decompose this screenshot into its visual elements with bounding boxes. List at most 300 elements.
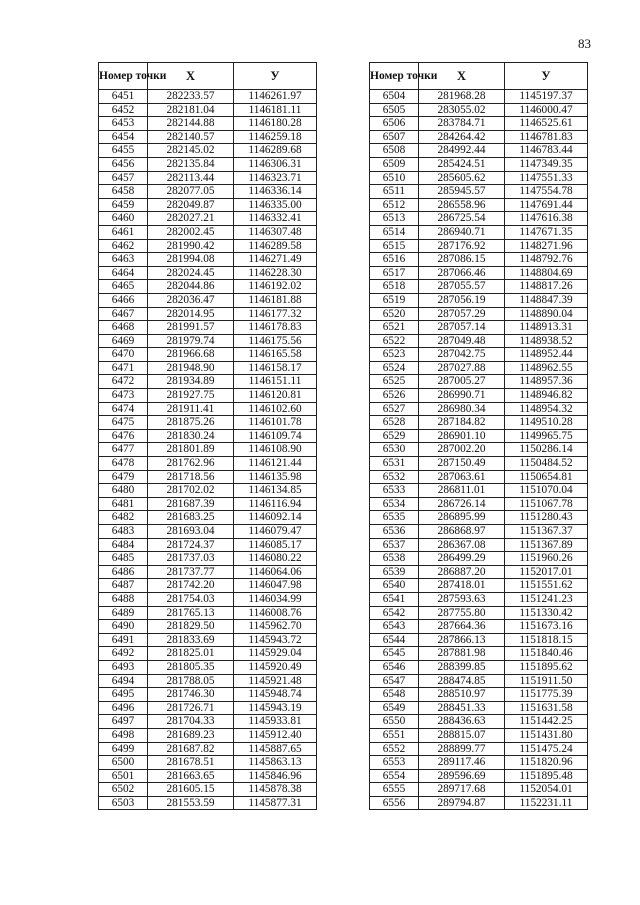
- y-coordinate-cell: 1146261.97: [234, 90, 317, 104]
- x-coordinate-cell: 281833.69: [148, 633, 234, 647]
- point-number-cell: 6463: [99, 253, 148, 267]
- y-coordinate-cell: 1151367.89: [505, 538, 588, 552]
- point-number-cell: 6453: [99, 117, 148, 131]
- y-coordinate-cell: 1148847.39: [505, 293, 588, 307]
- x-coordinate-cell: 287184.82: [419, 416, 505, 430]
- table-row: [370, 225, 588, 239]
- y-coordinate-cell: 1148946.82: [505, 389, 588, 403]
- point-number-cell: 6468: [99, 321, 148, 335]
- table-row: [99, 307, 317, 321]
- y-coordinate-cell: 1146080.22: [234, 552, 317, 566]
- y-coordinate-cell: 1146289.58: [234, 239, 317, 253]
- table-row: [370, 144, 588, 158]
- table-row: [370, 552, 588, 566]
- y-coordinate-cell: 1147671.35: [505, 225, 588, 239]
- x-coordinate-cell: 287002.20: [419, 443, 505, 457]
- y-coordinate-cell: 1146323.71: [234, 171, 317, 185]
- x-coordinate-cell: 281678.51: [148, 756, 234, 770]
- x-coordinate-cell: 286499.29: [419, 552, 505, 566]
- y-coordinate-cell: 1151330.42: [505, 606, 588, 620]
- y-coordinate-cell: 1146121.44: [234, 457, 317, 471]
- y-coordinate-cell: 1148271.96: [505, 239, 588, 253]
- y-coordinate-cell: 1146175.56: [234, 334, 317, 348]
- table-row: [370, 416, 588, 430]
- point-number-cell: 6487: [99, 579, 148, 593]
- point-number-cell: 6543: [370, 620, 419, 634]
- y-coordinate-cell: 1151067.78: [505, 497, 588, 511]
- point-number-cell: 6474: [99, 402, 148, 416]
- y-coordinate-cell: 1146177.32: [234, 307, 317, 321]
- table-row: [370, 538, 588, 552]
- y-coordinate-cell: 1151895.62: [505, 660, 588, 674]
- x-coordinate-cell: 281683.25: [148, 511, 234, 525]
- point-number-cell: 6467: [99, 307, 148, 321]
- table-row: [370, 361, 588, 375]
- point-number-cell: 6480: [99, 484, 148, 498]
- x-coordinate-cell: 288436.63: [419, 715, 505, 729]
- y-coordinate-cell: 1146271.49: [234, 253, 317, 267]
- table-row: [99, 783, 317, 797]
- y-coordinate-cell: 1145943.72: [234, 633, 317, 647]
- x-coordinate-cell: 282002.45: [148, 225, 234, 239]
- point-number-header: Номер точки: [99, 63, 148, 90]
- table-row: [370, 457, 588, 471]
- table-row: [370, 198, 588, 212]
- x-coordinate-cell: 288510.97: [419, 688, 505, 702]
- point-number-cell: 6473: [99, 389, 148, 403]
- table-row: [99, 470, 317, 484]
- y-coordinate-cell: 1146158.17: [234, 361, 317, 375]
- table-row: [370, 212, 588, 226]
- table-row: [370, 742, 588, 756]
- y-coordinate-cell: 1147616.38: [505, 212, 588, 226]
- point-number-cell: 6494: [99, 674, 148, 688]
- point-number-cell: 6451: [99, 90, 148, 104]
- table-row: [370, 497, 588, 511]
- y-coordinate-cell: 1146134.85: [234, 484, 317, 498]
- point-number-cell: 6452: [99, 103, 148, 117]
- y-coordinate-cell: 1152231.11: [505, 796, 588, 810]
- point-number-cell: 6551: [370, 728, 419, 742]
- point-number-cell: 6545: [370, 647, 419, 661]
- table-row: [370, 171, 588, 185]
- point-number-cell: 6554: [370, 769, 419, 783]
- table-row: [370, 157, 588, 171]
- x-coordinate-cell: 287042.75: [419, 348, 505, 362]
- x-coordinate-cell: 287086.15: [419, 253, 505, 267]
- point-number-cell: 6536: [370, 525, 419, 539]
- table-row: [99, 660, 317, 674]
- table-row: [99, 239, 317, 253]
- y-coordinate-cell: 1148954.32: [505, 402, 588, 416]
- table-row: [370, 783, 588, 797]
- table-row: [99, 157, 317, 171]
- x-coordinate-cell: 282036.47: [148, 293, 234, 307]
- x-coordinate-cell: 281825.01: [148, 647, 234, 661]
- table-row: [99, 334, 317, 348]
- table-row: [99, 280, 317, 294]
- point-number-cell: 6498: [99, 728, 148, 742]
- table-row: [370, 769, 588, 783]
- point-number-cell: 6489: [99, 606, 148, 620]
- x-coordinate-cell: 289794.87: [419, 796, 505, 810]
- point-number-cell: 6525: [370, 375, 419, 389]
- table-row: [99, 497, 317, 511]
- y-coordinate-cell: 1146116.94: [234, 497, 317, 511]
- y-coordinate-cell: 1146047.98: [234, 579, 317, 593]
- y-coordinate-cell: 1149510.28: [505, 416, 588, 430]
- y-coordinate-cell: 1151631.58: [505, 701, 588, 715]
- table-row: [370, 620, 588, 634]
- table-row: [370, 674, 588, 688]
- table-row: [370, 429, 588, 443]
- x-coordinate-cell: 281934.89: [148, 375, 234, 389]
- x-coordinate-cell: 286725.54: [419, 212, 505, 226]
- point-number-cell: 6553: [370, 756, 419, 770]
- x-coordinate-cell: 287056.19: [419, 293, 505, 307]
- x-coordinate-cell: 287150.49: [419, 457, 505, 471]
- table-row: [99, 538, 317, 552]
- point-number-cell: 6513: [370, 212, 419, 226]
- y-coordinate-cell: 1147349.35: [505, 157, 588, 171]
- x-coordinate-cell: 282049.87: [148, 198, 234, 212]
- point-number-cell: 6454: [99, 130, 148, 144]
- point-number-cell: 6523: [370, 348, 419, 362]
- point-number-cell: 6534: [370, 497, 419, 511]
- y-coordinate-cell: 1145920.49: [234, 660, 317, 674]
- y-coordinate-cell: 1151280.43: [505, 511, 588, 525]
- x-coordinate-cell: 283784.71: [419, 117, 505, 131]
- table-row: [370, 728, 588, 742]
- y-coordinate-cell: 1148938.52: [505, 334, 588, 348]
- x-coordinate-cell: 286895.99: [419, 511, 505, 525]
- table-row: [99, 525, 317, 539]
- x-coordinate-cell: 286980.34: [419, 402, 505, 416]
- y-coordinate-cell: 1145912.40: [234, 728, 317, 742]
- y-coordinate-cell: 1151241.23: [505, 592, 588, 606]
- y-coordinate-cell: 1151475.24: [505, 742, 588, 756]
- point-number-cell: 6541: [370, 592, 419, 606]
- table-row: [99, 130, 317, 144]
- point-number-cell: 6548: [370, 688, 419, 702]
- table-row: [99, 484, 317, 498]
- table-row: [370, 389, 588, 403]
- table-row: [370, 484, 588, 498]
- point-number-cell: 6472: [99, 375, 148, 389]
- point-number-cell: 6460: [99, 212, 148, 226]
- y-coordinate-cell: 1151840.46: [505, 647, 588, 661]
- table-row: [99, 688, 317, 702]
- y-coordinate-cell: 1146135.98: [234, 470, 317, 484]
- table-row: [99, 90, 317, 104]
- table-header-row: [370, 63, 588, 90]
- x-coordinate-cell: 281830.24: [148, 429, 234, 443]
- table-row: [370, 402, 588, 416]
- point-number-cell: 6503: [99, 796, 148, 810]
- x-coordinate-cell: 287063.61: [419, 470, 505, 484]
- y-coordinate-cell: 1150286.14: [505, 443, 588, 457]
- y-coordinate-cell: 1146228.30: [234, 266, 317, 280]
- x-coordinate-cell: 282027.21: [148, 212, 234, 226]
- table-row: [99, 389, 317, 403]
- table-row: [99, 253, 317, 267]
- x-coordinate-cell: 281927.75: [148, 389, 234, 403]
- table-row: [370, 90, 588, 104]
- point-number-cell: 6486: [99, 565, 148, 579]
- x-coordinate-cell: 281979.74: [148, 334, 234, 348]
- x-coordinate-cell: 282140.57: [148, 130, 234, 144]
- y-coordinate-cell: 1146332.41: [234, 212, 317, 226]
- table-row: [99, 402, 317, 416]
- table-row: [370, 375, 588, 389]
- table-row: [370, 715, 588, 729]
- x-coordinate-cell: 286558.96: [419, 198, 505, 212]
- point-number-cell: 6496: [99, 701, 148, 715]
- x-coordinate-header: X: [419, 63, 505, 90]
- table-row: [370, 565, 588, 579]
- point-number-cell: 6528: [370, 416, 419, 430]
- table-row: [370, 307, 588, 321]
- table-row: [99, 592, 317, 606]
- y-coordinate-cell: 1152017.01: [505, 565, 588, 579]
- x-coordinate-cell: 287866.13: [419, 633, 505, 647]
- x-coordinate-cell: 282044.86: [148, 280, 234, 294]
- y-coordinate-cell: 1151818.15: [505, 633, 588, 647]
- point-number-cell: 6459: [99, 198, 148, 212]
- y-coordinate-cell: 1151070.04: [505, 484, 588, 498]
- x-coordinate-cell: 281762.96: [148, 457, 234, 471]
- y-coordinate-cell: 1146085.17: [234, 538, 317, 552]
- y-coordinate-cell: 1146781.83: [505, 130, 588, 144]
- point-number-cell: 6455: [99, 144, 148, 158]
- point-number-cell: 6515: [370, 239, 419, 253]
- point-number-cell: 6546: [370, 660, 419, 674]
- y-coordinate-cell: 1151442.25: [505, 715, 588, 729]
- y-coordinate-cell: 1145943.19: [234, 701, 317, 715]
- y-coordinate-cell: 1147551.33: [505, 171, 588, 185]
- y-coordinate-cell: 1151911.50: [505, 674, 588, 688]
- y-coordinate-cell: 1148804.69: [505, 266, 588, 280]
- x-coordinate-cell: 282145.02: [148, 144, 234, 158]
- x-coordinate-cell: 287005.27: [419, 375, 505, 389]
- y-coordinate-header: У: [234, 63, 317, 90]
- x-coordinate-cell: 289717.68: [419, 783, 505, 797]
- x-coordinate-cell: 282135.84: [148, 157, 234, 171]
- x-coordinate-cell: 288399.85: [419, 660, 505, 674]
- point-number-cell: 6481: [99, 497, 148, 511]
- point-number-cell: 6479: [99, 470, 148, 484]
- y-coordinate-cell: 1146151.11: [234, 375, 317, 389]
- x-coordinate-cell: 286887.20: [419, 565, 505, 579]
- table-row: [99, 647, 317, 661]
- table-row: [99, 198, 317, 212]
- point-number-cell: 6555: [370, 783, 419, 797]
- table-row: [99, 103, 317, 117]
- point-number-cell: 6544: [370, 633, 419, 647]
- x-coordinate-cell: 281737.77: [148, 565, 234, 579]
- point-number-cell: 6462: [99, 239, 148, 253]
- point-number-cell: 6537: [370, 538, 419, 552]
- table-row: [99, 552, 317, 566]
- y-coordinate-cell: 1145929.04: [234, 647, 317, 661]
- point-number-cell: 6458: [99, 185, 148, 199]
- table-row: [370, 796, 588, 810]
- x-coordinate-header: X: [148, 63, 234, 90]
- y-coordinate-cell: 1146307.48: [234, 225, 317, 239]
- y-coordinate-cell: 1146306.31: [234, 157, 317, 171]
- y-coordinate-cell: 1146064.06: [234, 565, 317, 579]
- table-row: [370, 348, 588, 362]
- x-coordinate-cell: 287055.57: [419, 280, 505, 294]
- table-row: [370, 470, 588, 484]
- point-number-cell: 6465: [99, 280, 148, 294]
- x-coordinate-cell: 281605.15: [148, 783, 234, 797]
- x-coordinate-cell: 281704.33: [148, 715, 234, 729]
- x-coordinate-cell: 288474.85: [419, 674, 505, 688]
- table-row: [99, 674, 317, 688]
- x-coordinate-cell: 287418.01: [419, 579, 505, 593]
- y-coordinate-cell: 1146335.00: [234, 198, 317, 212]
- point-number-cell: 6488: [99, 592, 148, 606]
- x-coordinate-cell: 287881.98: [419, 647, 505, 661]
- y-coordinate-cell: 1146289.68: [234, 144, 317, 158]
- table-row: [99, 321, 317, 335]
- table-row: [370, 103, 588, 117]
- table-row: [370, 266, 588, 280]
- table-row: [99, 796, 317, 810]
- x-coordinate-cell: 281829.50: [148, 620, 234, 634]
- x-coordinate-cell: 287664.36: [419, 620, 505, 634]
- x-coordinate-cell: 287027.88: [419, 361, 505, 375]
- y-coordinate-cell: 1146181.88: [234, 293, 317, 307]
- x-coordinate-cell: 287057.14: [419, 321, 505, 335]
- x-coordinate-cell: 282233.57: [148, 90, 234, 104]
- x-coordinate-cell: 281968.28: [419, 90, 505, 104]
- table-row: [370, 701, 588, 715]
- point-number-cell: 6547: [370, 674, 419, 688]
- y-coordinate-cell: 1151551.62: [505, 579, 588, 593]
- x-coordinate-cell: 281702.02: [148, 484, 234, 498]
- table-row: [99, 756, 317, 770]
- point-number-cell: 6470: [99, 348, 148, 362]
- point-number-cell: 6524: [370, 361, 419, 375]
- table-row: [99, 348, 317, 362]
- table-row: [370, 525, 588, 539]
- x-coordinate-cell: 281911.41: [148, 402, 234, 416]
- table-row: [370, 606, 588, 620]
- x-coordinate-cell: 286990.71: [419, 389, 505, 403]
- y-coordinate-cell: 1148952.44: [505, 348, 588, 362]
- x-coordinate-cell: 287593.63: [419, 592, 505, 606]
- point-number-cell: 6485: [99, 552, 148, 566]
- y-coordinate-cell: 1146092.14: [234, 511, 317, 525]
- table-row: [370, 756, 588, 770]
- table-row: [370, 293, 588, 307]
- point-number-cell: 6521: [370, 321, 419, 335]
- y-coordinate-cell: 1146165.58: [234, 348, 317, 362]
- table-row: [99, 579, 317, 593]
- x-coordinate-cell: 281553.59: [148, 796, 234, 810]
- x-coordinate-cell: 287057.29: [419, 307, 505, 321]
- table-row: [370, 321, 588, 335]
- x-coordinate-cell: 287066.46: [419, 266, 505, 280]
- y-coordinate-cell: 1148817.26: [505, 280, 588, 294]
- point-number-cell: 6506: [370, 117, 419, 131]
- table-row: [99, 212, 317, 226]
- table-row: [370, 117, 588, 131]
- y-coordinate-cell: 1151367.37: [505, 525, 588, 539]
- y-coordinate-cell: 1146101.78: [234, 416, 317, 430]
- table-row: [99, 375, 317, 389]
- x-coordinate-cell: 288899.77: [419, 742, 505, 756]
- x-coordinate-cell: 281737.03: [148, 552, 234, 566]
- point-number-cell: 6492: [99, 647, 148, 661]
- y-coordinate-cell: 1145877.31: [234, 796, 317, 810]
- point-number-cell: 6526: [370, 389, 419, 403]
- x-coordinate-cell: 285605.62: [419, 171, 505, 185]
- table-row: [370, 511, 588, 525]
- x-coordinate-cell: 286901.10: [419, 429, 505, 443]
- point-number-cell: 6529: [370, 429, 419, 443]
- coordinates-table-left: [98, 62, 317, 810]
- y-coordinate-cell: 1145921.48: [234, 674, 317, 688]
- table-row: [370, 660, 588, 674]
- table-row: [99, 117, 317, 131]
- x-coordinate-cell: 287176.92: [419, 239, 505, 253]
- x-coordinate-cell: 281693.04: [148, 525, 234, 539]
- point-number-cell: 6504: [370, 90, 419, 104]
- y-coordinate-cell: 1151673.16: [505, 620, 588, 634]
- x-coordinate-cell: 281687.39: [148, 497, 234, 511]
- y-coordinate-cell: 1146109.74: [234, 429, 317, 443]
- point-number-cell: 6471: [99, 361, 148, 375]
- point-number-cell: 6552: [370, 742, 419, 756]
- x-coordinate-cell: 286726.14: [419, 497, 505, 511]
- x-coordinate-cell: 286868.97: [419, 525, 505, 539]
- y-coordinate-cell: 1146008.76: [234, 606, 317, 620]
- y-coordinate-cell: 1145846.96: [234, 769, 317, 783]
- point-number-cell: 6556: [370, 796, 419, 810]
- x-coordinate-cell: 282113.44: [148, 171, 234, 185]
- point-number-cell: 6520: [370, 307, 419, 321]
- table-row: [370, 185, 588, 199]
- point-number-cell: 6491: [99, 633, 148, 647]
- table-row: [370, 688, 588, 702]
- y-coordinate-cell: 1146034.99: [234, 592, 317, 606]
- table-row: [99, 361, 317, 375]
- y-coordinate-header: У: [505, 63, 588, 90]
- table-row: [370, 592, 588, 606]
- y-coordinate-cell: 1148962.55: [505, 361, 588, 375]
- table-row: [370, 239, 588, 253]
- table-row: [370, 130, 588, 144]
- point-number-cell: 6532: [370, 470, 419, 484]
- page-number: 83: [578, 36, 591, 51]
- table-row: [370, 443, 588, 457]
- x-coordinate-cell: 281788.05: [148, 674, 234, 688]
- table-row: [99, 457, 317, 471]
- x-coordinate-cell: 285424.51: [419, 157, 505, 171]
- y-coordinate-cell: 1145887.65: [234, 742, 317, 756]
- point-number-cell: 6508: [370, 144, 419, 158]
- point-number-cell: 6549: [370, 701, 419, 715]
- table-row: [99, 728, 317, 742]
- point-number-cell: 6518: [370, 280, 419, 294]
- x-coordinate-cell: 281990.42: [148, 239, 234, 253]
- table-row: [99, 633, 317, 647]
- point-number-cell: 6466: [99, 293, 148, 307]
- y-coordinate-cell: 1151895.48: [505, 769, 588, 783]
